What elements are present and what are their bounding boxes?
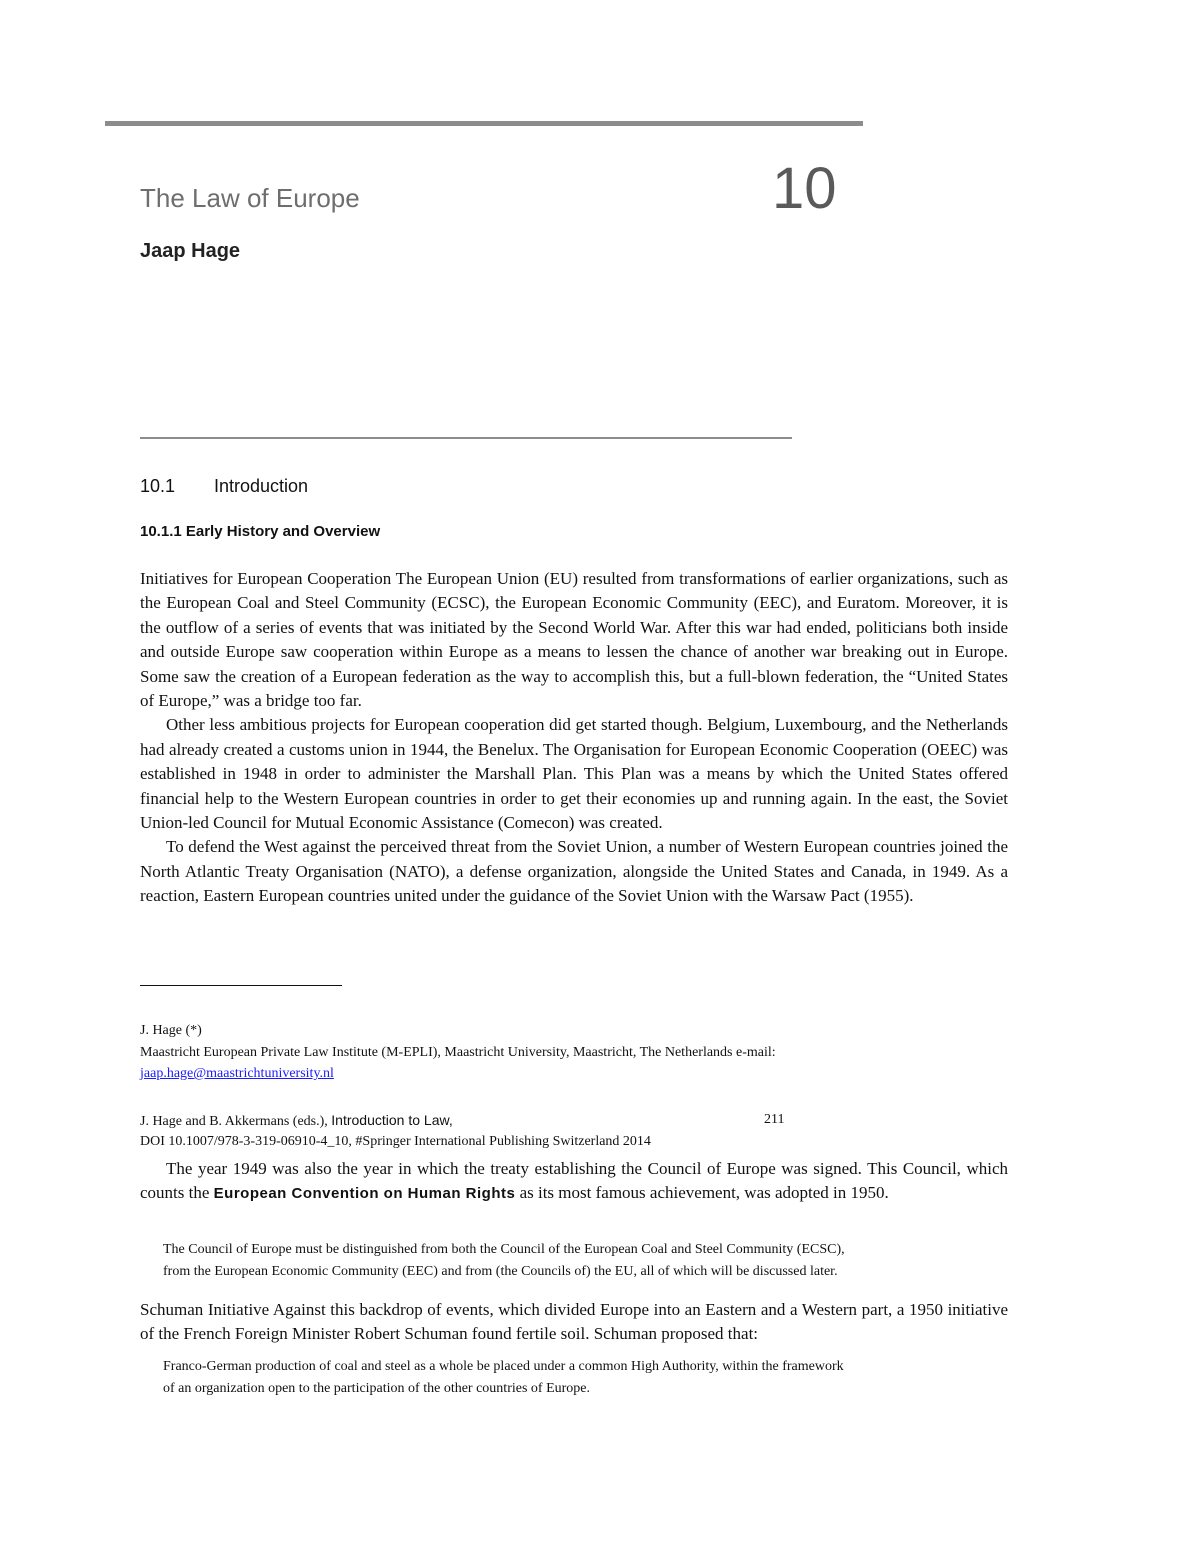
paragraph-1: Initiatives for European Cooperation The European Union (EU) resulted from transformations of earlier organizations, such as the European Coal and Steel Community (ECSC), the European Economic Community (EEC), and Euratom. Moreover, it is the outflow of a series of events that was initiated by the Second World War. After this war had ended, politicians both inside and outside Europe saw cooperation within Europe as a means to lessen the chance of another war breaking out in Europe. Some saw the creation of a European federation as the way to accomplish this, but a full-blown federation, the “United States of Europe,” was a bridge too far. [140, 569, 1008, 711]
section-title: Introduction [214, 476, 309, 496]
footnote-rule [140, 985, 342, 986]
echr-emphasis: European Convention on Human Rights [213, 1185, 516, 1203]
blockquote-schuman-line-2: of an organization open to the participation of the other countries of Europe. [163, 1381, 590, 1396]
blockquote-schuman [163, 1356, 1023, 1400]
paragraph-4 [140, 1157, 1008, 1207]
paragraph-4-start: The year 1949 was also the year in which the treaty establishing the Council of Europe was signed. This Council, which counts the [140, 1159, 1008, 1203]
footer-citation [140, 1112, 453, 1130]
paragraph-3: To defend the West against the perceived threat from the Soviet Union, a number of Western European countries joined the North Atlantic Treaty Organisation (NATO), a defense organization, alongside the United States and Canada, in 1949. As a reaction, Eastern European countries united under the guidance of the Soviet Union with the Warsaw Pact (1955). [140, 837, 1008, 906]
body-text-first [140, 567, 1008, 909]
section-divider [140, 437, 792, 439]
footnote-affiliation: Maastricht European Private Law Institute (M-EPLI), Maastricht University, Maastricht, The Netherlands e-mail: [140, 1045, 776, 1060]
paragraph-2: Other less ambitious projects for European cooperation did get started though. Belgium, Luxembourg, and the Netherlands had already created a customs union in 1944, the Benelux. The Organisation for European Economic Cooperation (OEEC) was established in 1948 in order to administer the Marshall Plan. This Plan was a means by which the United States offered financial help to the Western European countries in order to get their economies up and running again. In the east, the Soviet Union-led Council for Mutual Economic Assistance (Comecon) was created. [140, 715, 1008, 833]
blockquote-council-line-2: from the European Economic Community (EEC) and from (the Councils of) the EU, all of which will be discussed later. [163, 1264, 838, 1279]
footer-doi: DOI 10.1007/978-3-319-06910-4_10, #Springer International Publishing Switzerland 2014 [140, 1134, 651, 1149]
chapter-author: Jaap Hage [140, 240, 241, 262]
footer-citation-prefix: J. Hage and B. Akkermans (eds.), [140, 1114, 328, 1129]
chapter-top-rule [105, 121, 863, 126]
footnote-author: J. Hage (*) [140, 1023, 202, 1038]
body-text-second [140, 1157, 1008, 1207]
blockquote-council [163, 1239, 1023, 1283]
paragraph-5: Schuman Initiative Against this backdrop of events, which divided Europe into an Eastern and a Western part, a 1950 initiative of the French Foreign Minister Robert Schuman found fertile soil. Schuman proposed that: [140, 1300, 1008, 1344]
section-number: 10.1 [140, 476, 176, 496]
footnote-email-link[interactable]: jaap.hage@maastrichtuniversity.nl [140, 1066, 334, 1081]
subsection-heading: 10.1.1 Early History and Overview [140, 523, 381, 540]
paragraph-4-end: as its most famous achievement, was adopted in 1950. [515, 1183, 889, 1203]
body-text-third [140, 1298, 1008, 1347]
blockquote-council-line-1: The Council of Europe must be distinguished from both the Council of the European Coal and Steel Community (ECSC), [163, 1242, 845, 1257]
blockquote-schuman-line-1: Franco-German production of coal and steel as a whole be placed under a common High Authority, within the framework [163, 1359, 844, 1374]
footer-book-title: Introduction to Law, [331, 1112, 453, 1128]
section-heading [140, 476, 308, 497]
chapter-title: The Law of Europe [140, 183, 360, 213]
page-number: 211 [764, 1112, 785, 1127]
chapter-number: 10 [772, 156, 837, 221]
